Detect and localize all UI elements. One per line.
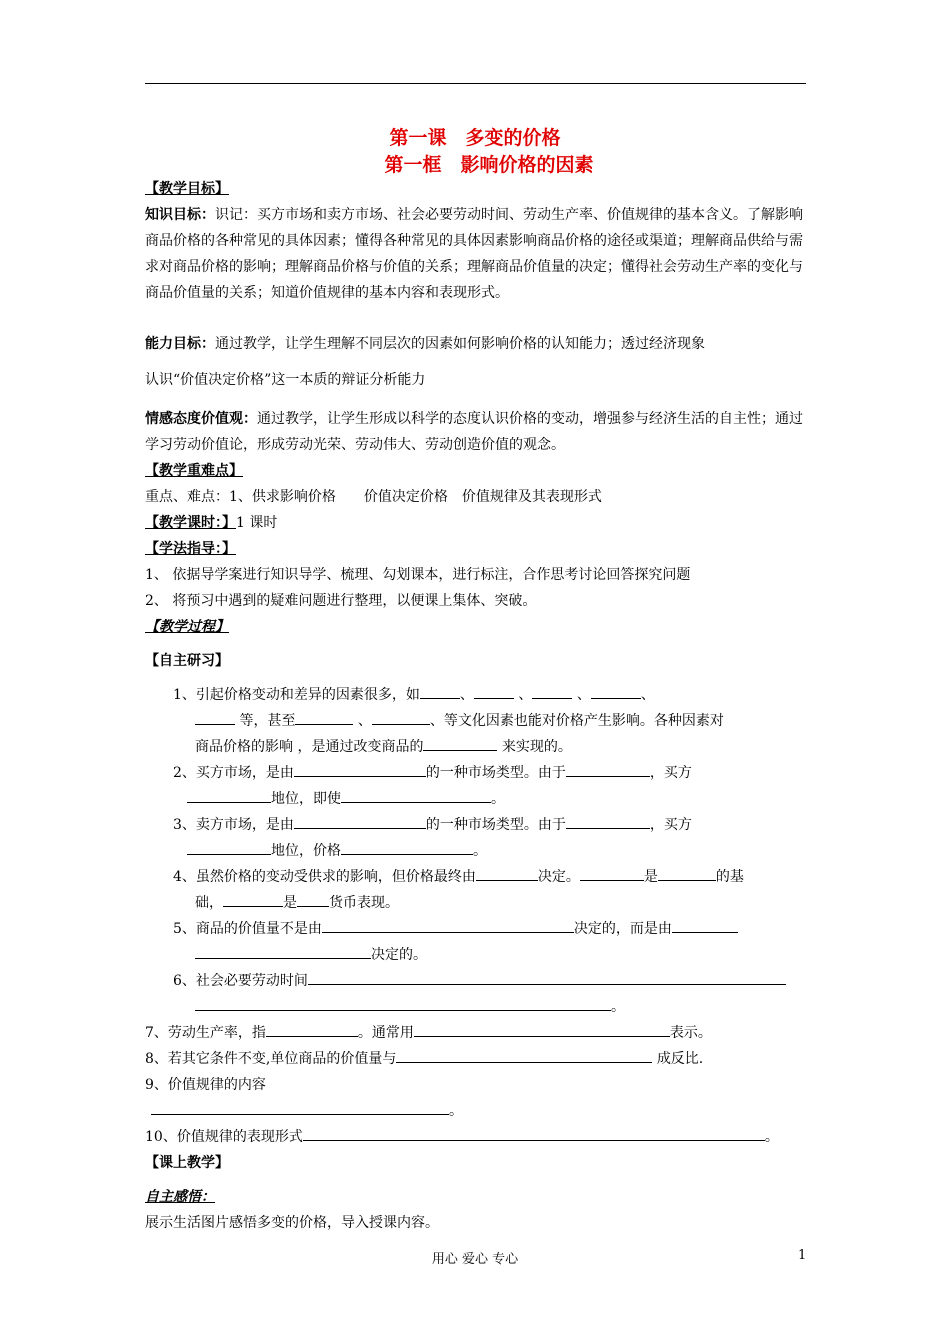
blank[interactable] [303, 1125, 765, 1141]
question-5-cont: 决定的。 [145, 942, 809, 968]
blank[interactable] [658, 865, 716, 881]
question-1-cont: 等，甚至 、 、等文化因素也能对价格产生影响。各种因素对 [145, 708, 809, 734]
question-3-cont: 地位，价格 。 [145, 838, 809, 864]
emotion-label: 情感态度价值观： [145, 411, 257, 427]
question-10: 10、价值规律的表现形式 。 [145, 1124, 809, 1150]
class-teaching-header: 【课上教学】 [145, 1155, 229, 1171]
ability-text-2: 认识“价值决定价格”这一本质的辩证分析能力 [145, 372, 426, 388]
key-points-header: 【教学重难点】 [145, 463, 243, 479]
question-2-cont: 地位，即使 。 [145, 786, 809, 812]
question-9: 9、价值规律的内容 [145, 1077, 266, 1093]
blank[interactable] [580, 865, 644, 881]
question-9-cont: 。 [145, 1098, 809, 1124]
document-body [145, 176, 809, 1236]
emotion-text: 通过教学，让学生形成以科学的态度认识价格的变动，增强参与经济生活的自主性；通过学习劳动价值论，形成劳动光荣、劳动伟大、劳动创造价值的观念。 [145, 411, 803, 453]
study-method-header: 【学法指导：】 [145, 541, 236, 557]
blank[interactable] [294, 813, 426, 829]
blank[interactable] [297, 891, 329, 907]
blank[interactable] [266, 1021, 358, 1037]
blank[interactable] [223, 891, 283, 907]
objectives-header: 【教学目标】 [145, 181, 229, 197]
lesson-title: 第一课 多变的价格 [389, 127, 561, 149]
class-hours-label: 【教学课时：】 [145, 515, 236, 531]
page-number: 1 [798, 1248, 807, 1263]
blank[interactable] [295, 709, 353, 725]
question-2: 2、买方市场，是由 的一种市场类型。由于 ，买方 [145, 760, 809, 786]
self-insight-text: 展示生活图片感悟多变的价格，导入授课内容。 [145, 1215, 439, 1231]
question-6-cont: 。 [145, 994, 809, 1020]
blank[interactable] [372, 709, 430, 725]
question-5: 5、商品的价值量不是由 决定的，而是由 [145, 916, 809, 942]
blank[interactable] [341, 787, 491, 803]
key-points-text: 重点、难点：1、供求影响价格 价值决定价格 价值规律及其表现形式 [145, 489, 602, 505]
header-rule [145, 83, 806, 84]
study-method-item-1: 1、 依据导学案进行知识导学、梳理、勾划课本，进行标注，合作思考讨论回答探究问题 [145, 567, 691, 583]
question-7: 7、劳动生产率，指 。通常用 表示。 [145, 1020, 809, 1046]
question-4-cont: 础， 是 货币表现。 [145, 890, 809, 916]
question-1: 1、引起价格变动和差异的因素很多，如 、 、 、 、 [145, 682, 809, 708]
blank[interactable] [532, 683, 572, 699]
blank[interactable] [566, 761, 650, 777]
ability-text-1: 通过教学，让学生理解不同层次的因素如何影响价格的认知能力；透过经济现象 [215, 336, 705, 352]
self-insight-label: 自主感悟： [145, 1189, 215, 1205]
blank[interactable] [420, 683, 460, 699]
blank[interactable] [151, 1099, 449, 1115]
class-hours-value: 1 课时 [236, 515, 278, 531]
self-study-header: 【自主研习】 [145, 653, 229, 669]
blank[interactable] [591, 683, 641, 699]
question-8: 8、若其它条件不变,单位商品的价值量与 成反比. [145, 1046, 809, 1072]
process-header: 【教学过程】 [145, 619, 229, 635]
blank[interactable] [474, 683, 514, 699]
blank[interactable] [195, 943, 371, 959]
blank[interactable] [308, 969, 786, 985]
blank[interactable] [341, 839, 473, 855]
ability-label: 能力目标： [145, 336, 215, 352]
question-1-end: 商品价格的影响 ，是通过改变商品的 来实现的。 [145, 734, 809, 760]
blank[interactable] [195, 995, 611, 1011]
blank[interactable] [187, 839, 271, 855]
question-4: 4、虽然价格的变动受供求的影响，但价格最终由 决定。 是 的基 [145, 864, 809, 890]
blank[interactable] [187, 787, 271, 803]
knowledge-label: 知识目标： [145, 207, 215, 223]
question-6: 6、社会必要劳动时间 [145, 968, 809, 994]
footer-motto: 用心 爱心 专心 [431, 1252, 519, 1267]
blank[interactable] [672, 917, 738, 933]
blank[interactable] [294, 761, 426, 777]
blank[interactable] [322, 917, 574, 933]
study-method-item-2: 2、 将预习中遇到的疑难问题进行整理，以便课上集体、突破。 [145, 593, 537, 609]
knowledge-text: 识记：买方市场和卖方市场、社会必要劳动时间、劳动生产率、价值规律的基本含义。了解影响商品价格的各种常见的具体因素；懂得各种常见的具体因素影响商品价格的途径或渠道；理解商品供给与需求对商品价格的影响；理解商品价格与价值的关系；理解商品价值量的决定；懂得社会劳动生产率的变化与商品价值量的关系；知道价值规律的基本内容和表现形式。 [145, 207, 803, 301]
blank[interactable] [414, 1021, 670, 1037]
blank[interactable] [195, 709, 235, 725]
blank[interactable] [476, 865, 538, 881]
question-3: 3、卖方市场，是由 的一种市场类型。由于 ，买方 [145, 812, 809, 838]
section-title: 第一框 影响价格的因素 [384, 154, 594, 176]
blank[interactable] [566, 813, 650, 829]
blank[interactable] [423, 735, 497, 751]
blank[interactable] [396, 1047, 652, 1063]
